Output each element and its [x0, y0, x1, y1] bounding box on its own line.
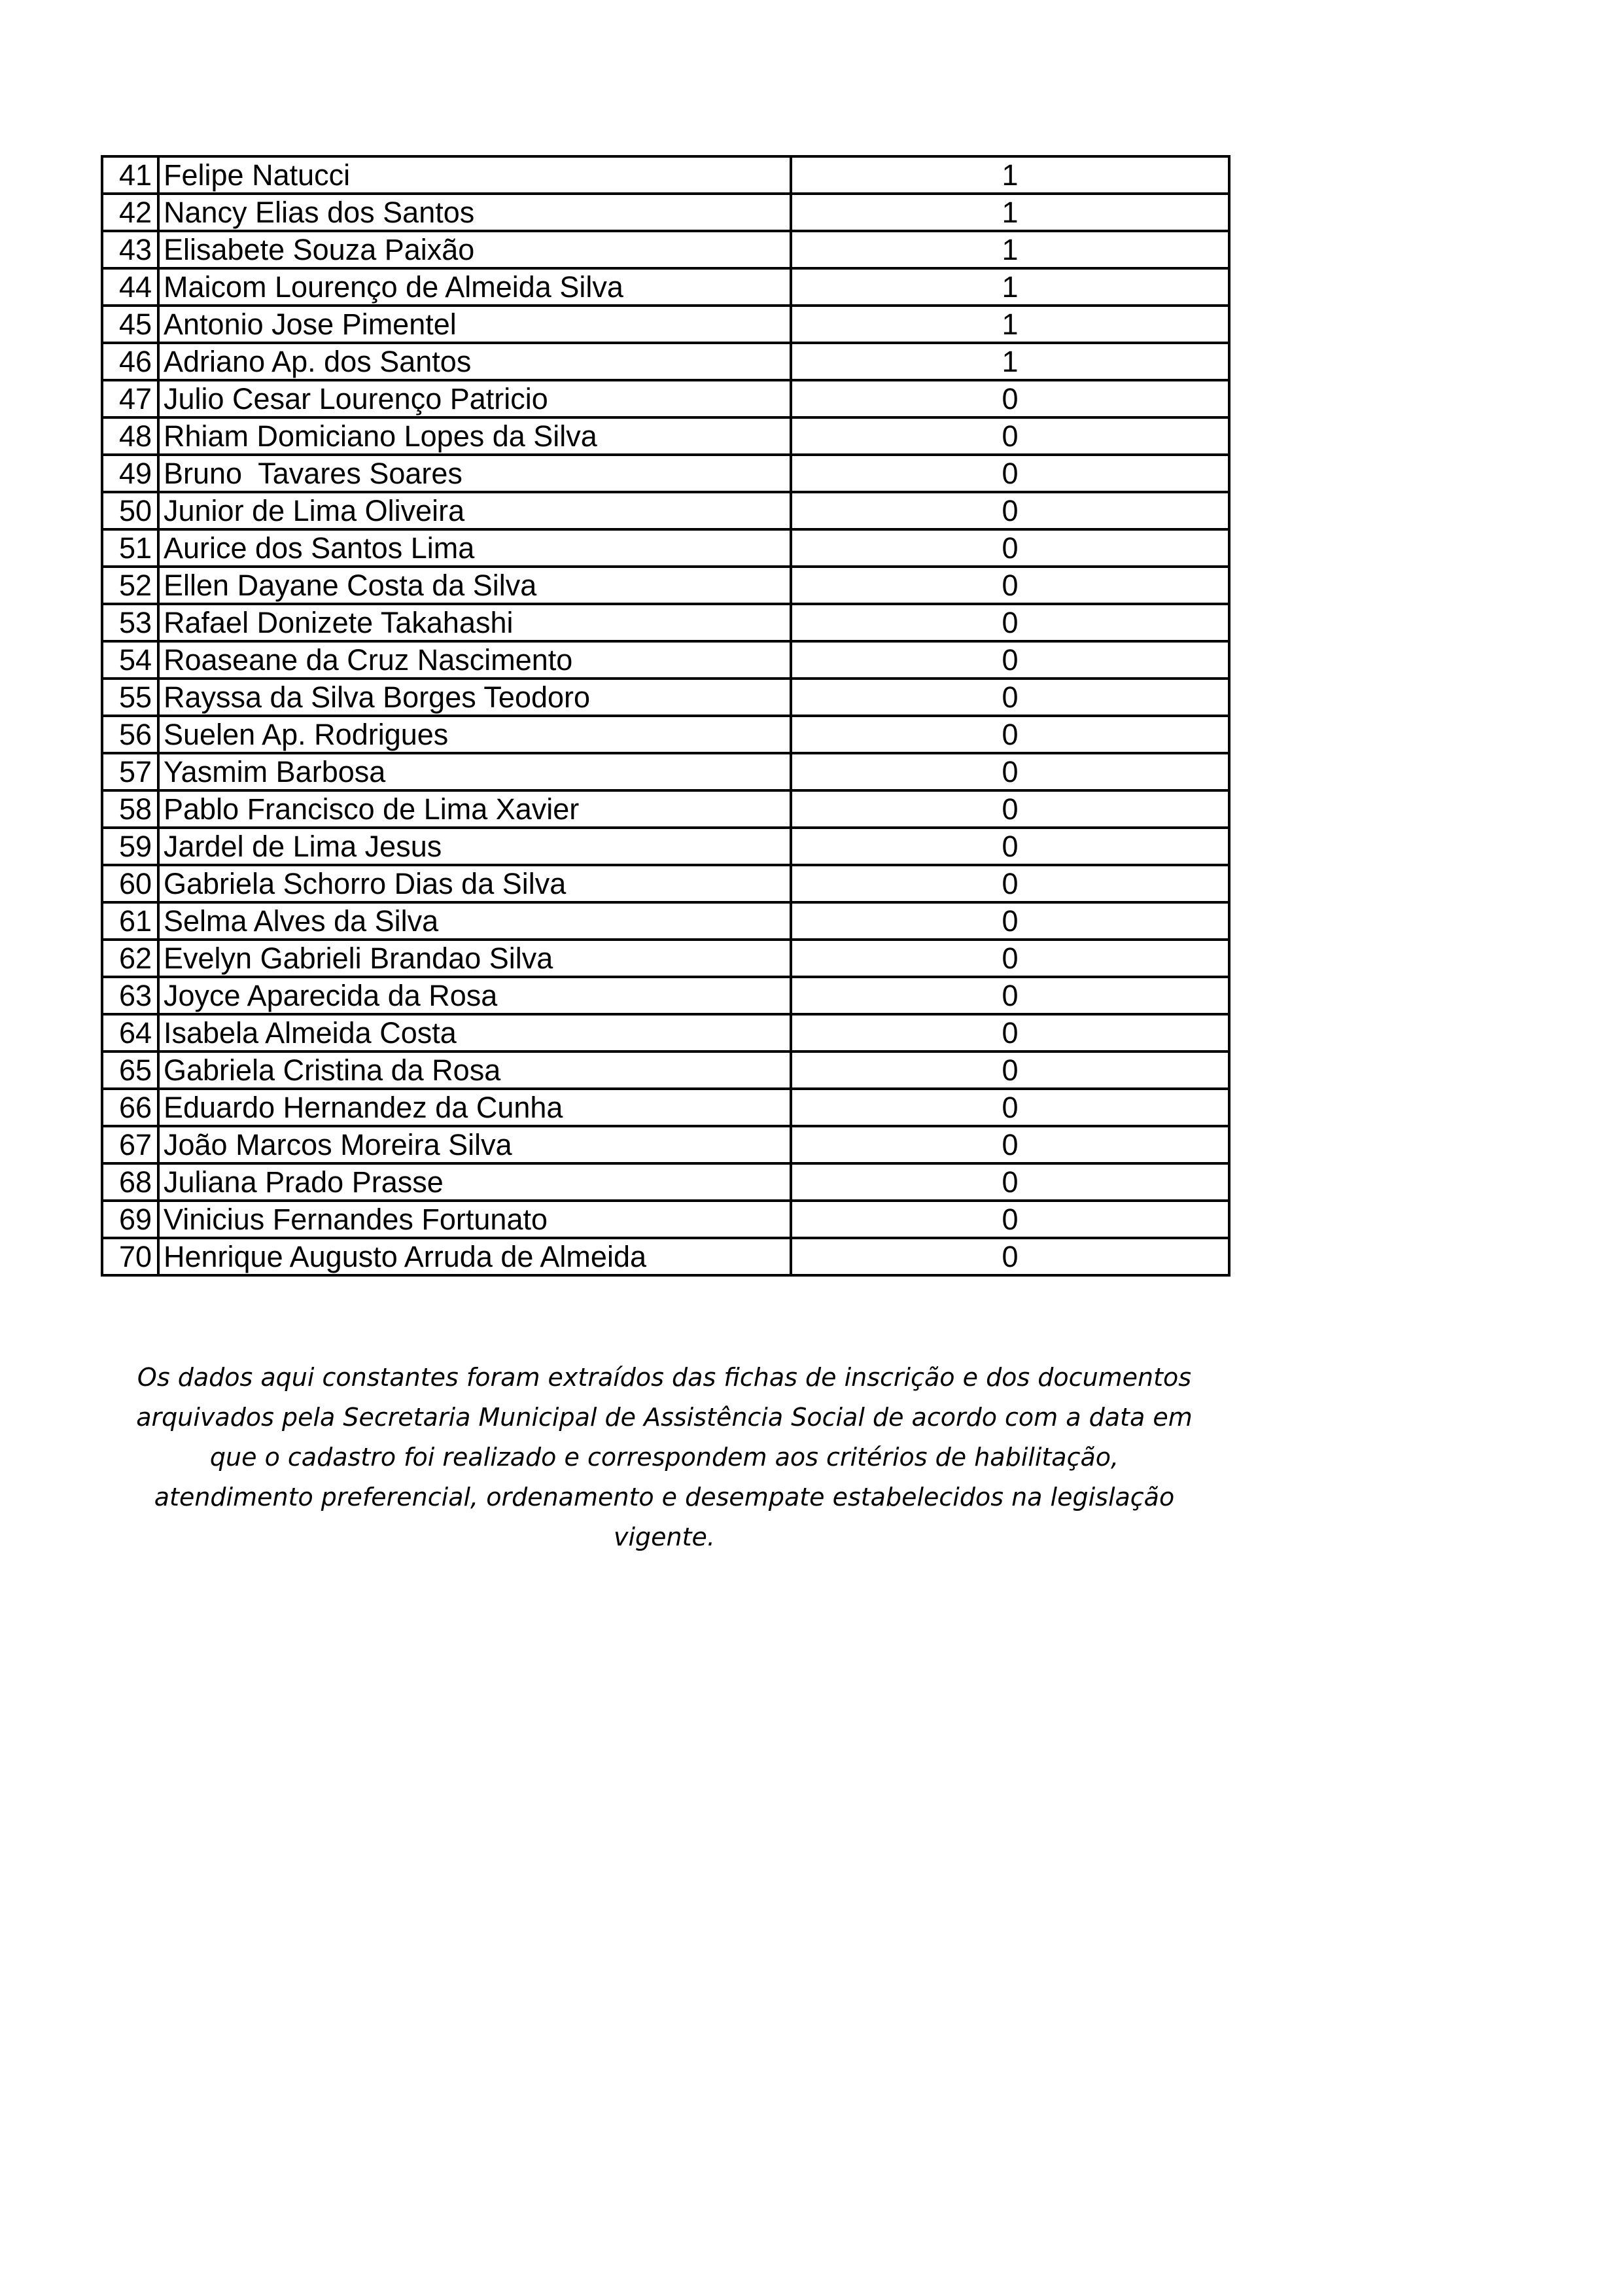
row-name: Julio Cesar Lourenço Patricio: [158, 380, 791, 417]
row-number: 62: [102, 940, 158, 977]
row-name: Joyce Aparecida da Rosa: [158, 977, 791, 1014]
row-score: 0: [791, 790, 1229, 828]
table-row: [102, 492, 1229, 529]
row-score: 0: [791, 1014, 1229, 1051]
table-row: [102, 567, 1229, 604]
row-name: Gabriela Cristina da Rosa: [158, 1051, 791, 1089]
table-row: [102, 1051, 1229, 1089]
table-row: [102, 940, 1229, 977]
row-name: Eduardo Hernandez da Cunha: [158, 1089, 791, 1126]
table-row: [102, 679, 1229, 716]
row-score: 1: [791, 268, 1229, 306]
footnote-line: arquivados pela Secretaria Municipal de Assistência Social de acordo com a data em: [136, 1403, 1193, 1432]
row-score: 0: [791, 1126, 1229, 1163]
row-number: 61: [102, 902, 158, 940]
row-number: 66: [102, 1089, 158, 1126]
table-row: [102, 529, 1229, 567]
row-score: 0: [791, 417, 1229, 455]
row-name: Evelyn Gabrieli Brandao Silva: [158, 940, 791, 977]
row-score: 0: [791, 828, 1229, 865]
row-score: 0: [791, 604, 1229, 641]
row-score: 0: [791, 865, 1229, 902]
row-name: Henrique Augusto Arruda de Almeida: [158, 1238, 791, 1275]
row-number: 60: [102, 865, 158, 902]
table-row: [102, 1201, 1229, 1238]
table-row: [102, 1163, 1229, 1201]
table-row: [102, 455, 1229, 492]
footnote-line: vigente.: [614, 1523, 715, 1551]
row-name: Isabela Almeida Costa: [158, 1014, 791, 1051]
row-score: 0: [791, 380, 1229, 417]
row-name: Suelen Ap. Rodrigues: [158, 716, 791, 753]
row-name: Junior de Lima Oliveira: [158, 492, 791, 529]
row-number: 50: [102, 492, 158, 529]
row-name: Nancy Elias dos Santos: [158, 194, 791, 231]
row-score: 0: [791, 1163, 1229, 1201]
candidate-table: [101, 155, 1230, 1277]
table-row: [102, 231, 1229, 268]
row-name: Elisabete Souza Paixão: [158, 231, 791, 268]
row-number: 69: [102, 1201, 158, 1238]
row-name: Ellen Dayane Costa da Silva: [158, 567, 791, 604]
row-number: 49: [102, 455, 158, 492]
row-number: 47: [102, 380, 158, 417]
table-row: [102, 156, 1229, 194]
footnote-line: atendimento preferencial, ordenamento e desempate estabelecidos na legislação: [154, 1483, 1175, 1511]
footnote-line: Os dados aqui constantes foram extraídos das fichas de inscrição e dos documentos: [137, 1363, 1192, 1392]
table-row: [102, 268, 1229, 306]
table-row: [102, 1089, 1229, 1126]
row-number: 64: [102, 1014, 158, 1051]
row-score: 0: [791, 1089, 1229, 1126]
row-number: 55: [102, 679, 158, 716]
row-number: 70: [102, 1238, 158, 1275]
table-row: [102, 716, 1229, 753]
row-number: 58: [102, 790, 158, 828]
row-number: 54: [102, 641, 158, 679]
row-name: Aurice dos Santos Lima: [158, 529, 791, 567]
row-score: 0: [791, 940, 1229, 977]
row-score: 1: [791, 231, 1229, 268]
row-score: 0: [791, 492, 1229, 529]
table-row: [102, 1014, 1229, 1051]
row-name: Bruno Tavares Soares: [158, 455, 791, 492]
row-score: 0: [791, 716, 1229, 753]
row-score: 0: [791, 529, 1229, 567]
row-name: Jardel de Lima Jesus: [158, 828, 791, 865]
row-number: 68: [102, 1163, 158, 1201]
row-name: Selma Alves da Silva: [158, 902, 791, 940]
row-score: 1: [791, 194, 1229, 231]
table-row: [102, 753, 1229, 790]
row-name: Vinicius Fernandes Fortunato: [158, 1201, 791, 1238]
table-row: [102, 641, 1229, 679]
row-name: Yasmim Barbosa: [158, 753, 791, 790]
row-number: 41: [102, 156, 158, 194]
row-score: 0: [791, 679, 1229, 716]
row-score: 0: [791, 1238, 1229, 1275]
footnote-line: que o cadastro foi realizado e correspondem aos critérios de habilitação,: [209, 1443, 1119, 1472]
row-name: Adriano Ap. dos Santos: [158, 343, 791, 380]
row-number: 53: [102, 604, 158, 641]
row-score: 0: [791, 1051, 1229, 1089]
table-row: [102, 417, 1229, 455]
row-number: 44: [102, 268, 158, 306]
row-name: Rhiam Domiciano Lopes da Silva: [158, 417, 791, 455]
row-name: Antonio Jose Pimentel: [158, 306, 791, 343]
row-score: 0: [791, 902, 1229, 940]
table-row: [102, 380, 1229, 417]
row-number: 67: [102, 1126, 158, 1163]
table-row: [102, 306, 1229, 343]
row-number: 57: [102, 753, 158, 790]
row-score: 0: [791, 753, 1229, 790]
row-number: 45: [102, 306, 158, 343]
table-row: [102, 194, 1229, 231]
row-name: Gabriela Schorro Dias da Silva: [158, 865, 791, 902]
row-number: 46: [102, 343, 158, 380]
table-row: [102, 343, 1229, 380]
table-row: [102, 604, 1229, 641]
row-score: 1: [791, 306, 1229, 343]
row-score: 1: [791, 343, 1229, 380]
row-name: Maicom Lourenço de Almeida Silva: [158, 268, 791, 306]
table-row: [102, 1238, 1229, 1275]
row-number: 42: [102, 194, 158, 231]
row-score: 0: [791, 977, 1229, 1014]
row-name: Pablo Francisco de Lima Xavier: [158, 790, 791, 828]
row-number: 63: [102, 977, 158, 1014]
candidate-table-body: [102, 156, 1229, 1275]
row-name: João Marcos Moreira Silva: [158, 1126, 791, 1163]
footnote: [101, 1358, 1228, 1557]
row-number: 51: [102, 529, 158, 567]
row-score: 0: [791, 641, 1229, 679]
row-name: Juliana Prado Prasse: [158, 1163, 791, 1201]
table-row: [102, 902, 1229, 940]
row-number: 56: [102, 716, 158, 753]
table-row: [102, 790, 1229, 828]
table-row: [102, 828, 1229, 865]
table-row: [102, 1126, 1229, 1163]
row-number: 65: [102, 1051, 158, 1089]
row-score: 0: [791, 1201, 1229, 1238]
row-number: 48: [102, 417, 158, 455]
table-row: [102, 977, 1229, 1014]
row-number: 52: [102, 567, 158, 604]
table-row: [102, 865, 1229, 902]
row-number: 43: [102, 231, 158, 268]
row-score: 0: [791, 567, 1229, 604]
row-name: Felipe Natucci: [158, 156, 791, 194]
row-score: 0: [791, 455, 1229, 492]
row-name: Roaseane da Cruz Nascimento: [158, 641, 791, 679]
row-name: Rafael Donizete Takahashi: [158, 604, 791, 641]
row-number: 59: [102, 828, 158, 865]
row-score: 1: [791, 156, 1229, 194]
row-name: Rayssa da Silva Borges Teodoro: [158, 679, 791, 716]
